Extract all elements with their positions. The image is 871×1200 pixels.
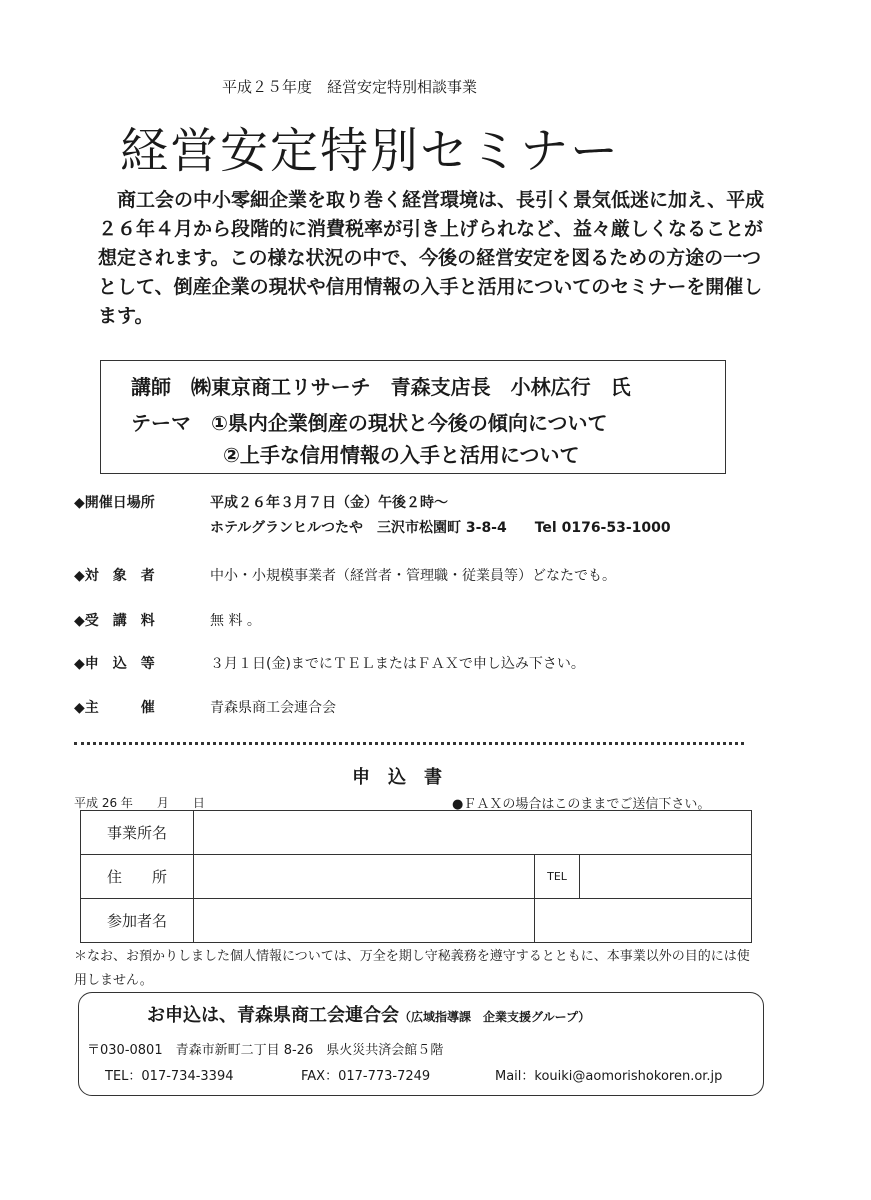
theme-line-1: テーマ ①県内企業倒産の現状と今後の傾向について bbox=[131, 411, 608, 435]
form-row-address bbox=[81, 855, 752, 899]
tel-field[interactable] bbox=[580, 855, 752, 899]
fax-note: ●ＦＡＸの場合はこのままでご送信下さい。 bbox=[452, 797, 711, 812]
contact-org: お申込は、青森県商工会連合会 bbox=[147, 1005, 399, 1026]
venue-date: 平成２６年３月７日（金）午後２時～ bbox=[210, 495, 448, 511]
tel-label: TEL bbox=[535, 855, 580, 899]
fee-value: 無 料 。 bbox=[210, 613, 261, 629]
speaker-line: 講師 ㈱東京商工リサーチ 青森支店長 小林広行 氏 bbox=[131, 375, 631, 399]
venue-place: ホテルグランヒルつたや 三沢市松園町 3-8-4 Tel 0176-53-1000 bbox=[210, 520, 671, 536]
cut-line-divider bbox=[74, 742, 744, 745]
theme-line-2: ②上手な信用情報の入手と活用について bbox=[223, 443, 580, 467]
form-date-line: 平成 26 年 月 日 bbox=[74, 796, 205, 810]
application-form-table bbox=[80, 810, 752, 943]
company-field[interactable] bbox=[194, 811, 752, 855]
form-title: 申 込 書 bbox=[352, 767, 442, 788]
apply-value: ３月１日(金)までにＴＥＬまたはＦＡＸで申し込み下さい。 bbox=[210, 656, 585, 672]
form-row-participant bbox=[81, 899, 752, 943]
apply-label: ◆申 込 等 bbox=[74, 656, 155, 672]
page-title: 経営安定特別セミナー bbox=[120, 123, 621, 179]
company-label: 事業所名 bbox=[81, 811, 194, 855]
contact-head bbox=[147, 1001, 590, 1027]
contact-fax: FAX：017-773-7249 bbox=[301, 1069, 431, 1084]
contact-address: 〒030-0801 青森市新町二丁目 8-26 県火災共済会館５階 bbox=[87, 1043, 444, 1058]
privacy-note: ＊なお、お預かりしました個人情報については、万全を期し守秘義務を遵守するとともに、本事業以外の目的には使用しません。 bbox=[74, 949, 750, 988]
target-value: 中小・小規模事業者（経営者・管理職・従業員等）どなたでも。 bbox=[210, 568, 616, 584]
address-field[interactable] bbox=[194, 855, 535, 899]
contact-mail: Mail：kouiki@aomorishokoren.or.jp bbox=[495, 1069, 723, 1084]
participant-field-1[interactable] bbox=[194, 899, 535, 943]
fee-label: ◆受 講 料 bbox=[74, 613, 155, 629]
contact-dept: （広域指導課 企業支援グループ） bbox=[399, 1010, 591, 1024]
contact-box bbox=[78, 992, 764, 1096]
contact-tel: TEL：017-734-3394 bbox=[105, 1069, 234, 1084]
host-value: 青森県商工会連合会 bbox=[210, 700, 336, 716]
target-label: ◆対 象 者 bbox=[74, 568, 155, 584]
participant-label: 参加者名 bbox=[81, 899, 194, 943]
address-label: 住 所 bbox=[81, 855, 194, 899]
participant-field-2[interactable] bbox=[535, 899, 752, 943]
page-subtitle: 平成２５年度 経営安定特別相談事業 bbox=[222, 78, 478, 96]
form-row-company bbox=[81, 811, 752, 855]
intro-paragraph: 商工会の中小零細企業を取り巻く経営環境は、長引く景気低迷に加え、平成２６年４月から段階的に消費税率が引き上げられなど、益々厳しくなることが想定されます。この様な状況の中で、今後の経営安定を図るための方途の一つとして、倒産企業の現状や信用情報の入手と活用についてのセミナーを開催します。 bbox=[98, 189, 765, 327]
venue-label: ◆開催日場所 bbox=[74, 495, 155, 511]
host-label: ◆主 催 bbox=[74, 700, 155, 716]
speaker-box bbox=[100, 360, 726, 474]
